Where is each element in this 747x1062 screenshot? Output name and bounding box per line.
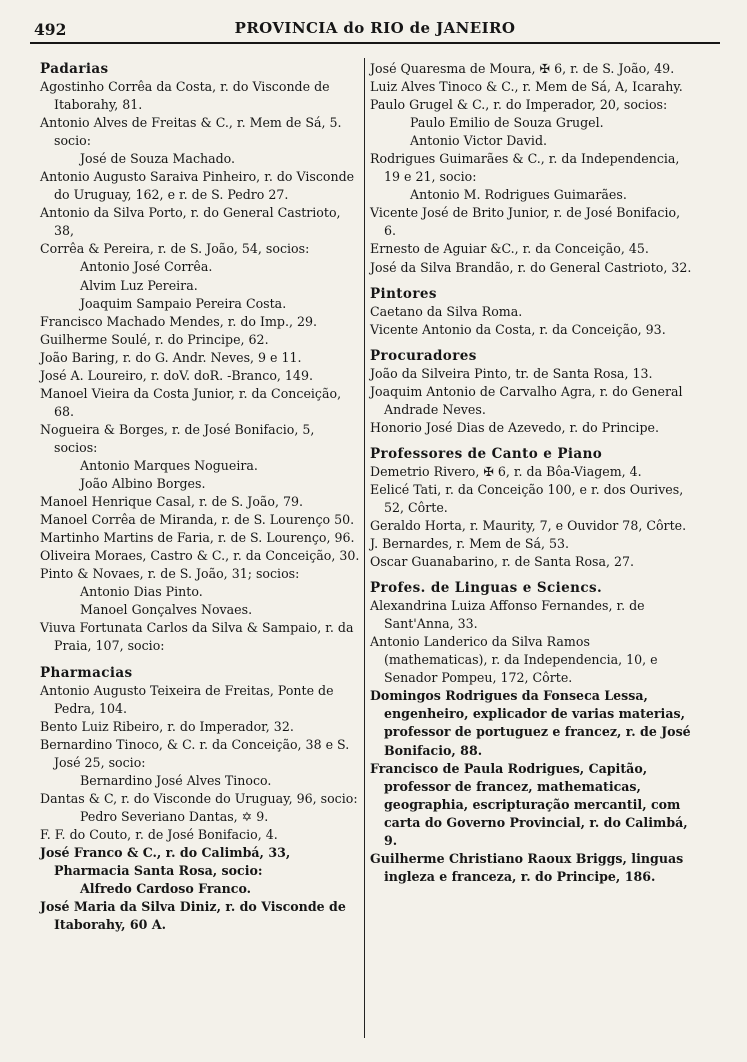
directory-entry: Paulo Grugel & C., r. do Imperador, 20, socios:: [370, 97, 668, 113]
column-divider: [364, 58, 365, 1038]
directory-entry: Corrêa & Pereira, r. de S. João, 54, socios:: [40, 241, 310, 257]
section-heading: Professores de Canto e Piano: [370, 445, 603, 462]
directory-entry: Pinto & Novaes, r. de S. João, 31; socios:: [40, 566, 300, 582]
directory-section: [370, 60, 696, 277]
entry-partner: João Albino Borges.: [80, 476, 206, 492]
directory-entry: Eelicé Tati, r. da Conceição 100, e r. dos Ourives, 52, Côrte.: [370, 481, 684, 515]
left-column: [40, 60, 360, 934]
directory-entry: José Franco & C., r. do Calimbá, 33, Pharmacia Santa Rosa, socio:: [40, 844, 291, 878]
section-heading: Pharmacias: [40, 664, 133, 681]
directory-entry: Guilherme Soulé, r. do Principe, 62.: [40, 331, 269, 347]
directory-entry: José da Silva Brandão, r. do General Castrioto, 32.: [370, 259, 692, 275]
directory-entry: Oliveira Moraes, Castro & C., r. da Conceição, 30.: [40, 548, 360, 564]
directory-entry: Manoel Vieira da Costa Junior, r. da Conceição, 68.: [40, 385, 342, 419]
section-heading: Profes. de Linguas e Sciencs.: [370, 580, 603, 597]
entry-partner: Antonio Victor David.: [410, 133, 548, 149]
page-title: PROVINCIA do RIO de JANEIRO: [234, 19, 516, 37]
directory-entry: Antonio da Silva Porto, r. do General Castrioto, 38,: [40, 205, 341, 239]
directory-entry: Luiz Alves Tinoco & C., r. Mem de Sá, A, Icarahy.: [370, 79, 683, 95]
directory-entry: Rodrigues Guimarães & C., r. da Independencia, 19 e 21, socio:: [370, 151, 680, 185]
directory-entry: Vicente José de Brito Junior, r. de José Bonifacio, 6.: [370, 205, 681, 239]
directory-entry: Nogueira & Borges, r. de José Bonifacio, 5, socios:: [40, 421, 315, 455]
entry-partner: Antonio Marques Nogueira.: [80, 457, 258, 473]
directory-entry: F. F. do Couto, r. de José Bonifacio, 4.: [40, 826, 278, 842]
directory-entry: Viuva Fortunata Carlos da Silva & Sampaio, r. da Praia, 107, socio:: [40, 620, 354, 654]
section-heading: Padarias: [40, 61, 109, 77]
directory-section: [370, 445, 696, 571]
directory-entry: Antonio Alves de Freitas & C., r. Mem de Sá, 5. socio:: [40, 115, 342, 149]
entry-partner: Bernardino José Alves Tinoco.: [80, 772, 272, 788]
directory-section: [370, 579, 696, 886]
directory-entry: Alexandrina Luiza Affonso Fernandes, r. de Sant'Anna, 33.: [370, 598, 645, 632]
entry-partner: Antonio Dias Pinto.: [80, 584, 203, 600]
entry-partner: Antonio José Corrêa.: [80, 259, 213, 275]
directory-entry: Guilherme Christiano Raoux Briggs, linguas ingleza e franceza, r. do Principe, 186.: [370, 850, 684, 884]
directory-section: [40, 60, 360, 656]
directory-section: [40, 664, 360, 935]
section-heading: Procuradores: [370, 347, 477, 364]
page-number: 492: [34, 20, 67, 39]
directory-entry: Honorio José Dias de Azevedo, r. do Principe.: [370, 419, 659, 435]
directory-entry: Geraldo Horta, r. Maurity, 7, e Ouvidor 78, Côrte.: [370, 517, 687, 533]
entry-partner: Pedro Severiano Dantas, ✡ 9.: [80, 808, 269, 824]
directory-entry: Caetano da Silva Roma.: [370, 303, 523, 319]
directory-entry: Bernardino Tinoco, & C. r. da Conceição, 38 e S. José 25, socio:: [40, 736, 350, 770]
entry-partner: Manoel Gonçalves Novaes.: [80, 602, 253, 618]
directory-entry: Domingos Rodrigues da Fonseca Lessa, engenheiro, explicador de varias materias, professor de portuguez e francez, r. de José Bonifacio, 88.: [370, 688, 691, 758]
entry-partner: Joaquim Sampaio Pereira Costa.: [80, 295, 287, 311]
directory-entry: Antonio Landerico da Silva Ramos (mathematicas), r. da Independencia, 10, e Senador Pompeu, 172, Côrte.: [370, 634, 658, 686]
entry-partner: Alfredo Cardoso Franco.: [80, 881, 252, 897]
entry-partner: Alvim Luz Pereira.: [80, 277, 198, 293]
directory-entry: Oscar Guanabarino, r. de Santa Rosa, 27.: [370, 554, 635, 570]
entry-partner: José de Souza Machado.: [80, 151, 236, 167]
entry-partner: Paulo Emilio de Souza Grugel.: [410, 115, 604, 131]
section-heading: Pintores: [370, 285, 437, 302]
directory-entry: Manoel Henrique Casal, r. de S. João, 79.: [40, 494, 304, 510]
directory-section: [370, 347, 696, 437]
directory-entry: Demetrio Rivero, ✠ 6, r. da Bôa-Viagem, 4.: [370, 463, 642, 479]
directory-entry: Ernesto de Aguiar &C., r. da Conceição, 45.: [370, 241, 649, 257]
directory-entry: José Quaresma de Moura, ✠ 6, r. de S. João, 49.: [370, 61, 675, 76]
page-header: [30, 16, 720, 44]
directory-entry: José Maria da Silva Diniz, r. do Visconde de Itaborahy, 60 A.: [40, 899, 346, 933]
directory-entry: Francisco Machado Mendes, r. do Imp., 29.: [40, 313, 318, 329]
right-column: [370, 60, 696, 886]
directory-entry: José A. Loureiro, r. doV. doR. -Branco, 149.: [40, 367, 313, 383]
directory-entry: Joaquim Antonio de Carvalho Agra, r. do General Andrade Neves.: [370, 383, 683, 417]
directory-entry: Vicente Antonio da Costa, r. da Conceição, 93.: [370, 321, 666, 337]
directory-entry: Manoel Corrêa de Miranda, r. de S. Lourenço 50.: [40, 512, 355, 528]
directory-entry: Francisco de Paula Rodrigues, Capitão, professor de francez, mathematicas, geographia, escripturação mercantil, com carta do Governo Provincial, r. do Calimbá, 9.: [370, 760, 688, 848]
entry-partner: Antonio M. Rodrigues Guimarães.: [410, 187, 627, 203]
directory-entry: Martinho Martins de Faria, r. de S. Lourenço, 96.: [40, 530, 355, 546]
directory-entry: Agostinho Corrêa da Costa, r. do Visconde de Itaborahy, 81.: [40, 79, 330, 113]
directory-entry: Antonio Augusto Teixeira de Freitas, Ponte de Pedra, 104.: [40, 682, 334, 716]
directory-entry: Bento Luiz Ribeiro, r. do Imperador, 32.: [40, 718, 294, 734]
directory-section: [370, 285, 696, 339]
directory-entry: Dantas & C, r. do Visconde do Uruguay, 96, socio:: [40, 790, 358, 806]
directory-entry: Antonio Augusto Saraiva Pinheiro, r. do Visconde do Uruguay, 162, e r. de S. Pedro 27.: [40, 169, 355, 203]
directory-entry: J. Bernardes, r. Mem de Sá, 53.: [370, 536, 570, 552]
directory-entry: João da Silveira Pinto, tr. de Santa Rosa, 13.: [370, 365, 653, 381]
directory-entry: João Baring, r. do G. Andr. Neves, 9 e 11.: [40, 349, 302, 365]
